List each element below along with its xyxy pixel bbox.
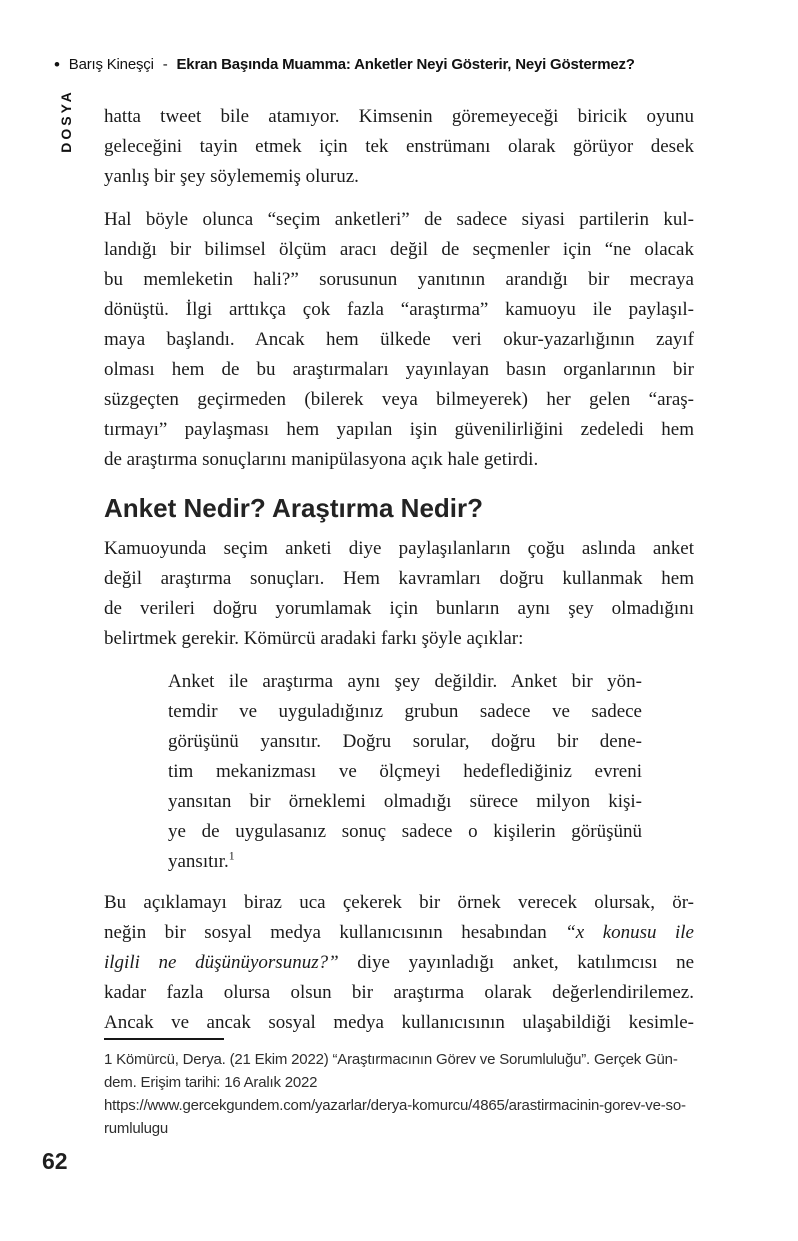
header-separator: - bbox=[162, 56, 168, 73]
text-segment: Anket ile araştırma aynı şey değildir. Anket bir yön- bbox=[168, 671, 642, 692]
footnote-line: rumlulugu bbox=[104, 1120, 169, 1137]
footnote-block bbox=[104, 1038, 698, 1140]
chapter-title: Ekran Başında Muamma: Anketler Neyi Gösterir, Neyi Göstermez? bbox=[176, 56, 635, 73]
footnote-line: dem. Erişim tarihi: 16 Aralık 2022 bbox=[104, 1074, 318, 1091]
text-line bbox=[168, 847, 642, 877]
author-name: Barış Kineşçi bbox=[68, 56, 154, 73]
text-segment: yansıtan bir örneklemi olmadığı sürece milyon kişi- bbox=[168, 791, 642, 812]
text-segment: süzgeçten geçirmeden (bilerek veya bilmeyerek) her gelen “araş- bbox=[104, 389, 694, 410]
text-line bbox=[104, 415, 694, 445]
text-segment: ilgili ne düşünüyorsunuz?” bbox=[104, 952, 339, 973]
text-segment: Ancak ve ancak sosyal medya kullanıcısının ulaşabildiği kesimle- bbox=[104, 1012, 694, 1033]
text-line bbox=[104, 564, 694, 594]
text-line bbox=[104, 594, 694, 624]
page-number: 62 bbox=[42, 1148, 68, 1174]
text-line bbox=[168, 697, 642, 727]
text-segment: neğin bir sosyal medya kullanıcısının hesabından bbox=[104, 922, 566, 943]
text-segment: olması hem de bu araştırmaları yayınlayan basın organlarının bir bbox=[104, 359, 694, 380]
paragraph bbox=[104, 102, 694, 192]
section-edge-label: DOSYA bbox=[58, 89, 74, 153]
paragraph bbox=[104, 534, 694, 654]
text-line bbox=[168, 787, 642, 817]
section-heading: Anket Nedir? Araştırma Nedir? bbox=[104, 493, 484, 523]
text-line bbox=[104, 918, 694, 948]
text-segment: landığı bir bilimsel ölçüm aracı değil de seçmenler için “ne olacak bbox=[104, 239, 694, 260]
text-segment: dönüştü. İlgi arttıkça çok fazla “araştırma” kamuoyu ile paylaşıl- bbox=[104, 299, 694, 320]
text-segment: Hal böyle olunca “seçim anketleri” de sadece siyasi partilerin kul- bbox=[104, 209, 694, 230]
text-line bbox=[104, 205, 694, 235]
bullet-icon: • bbox=[54, 55, 60, 74]
text-line bbox=[104, 948, 694, 978]
text-line bbox=[104, 624, 694, 654]
text-segment: Kamuoyunda seçim anketi diye paylaşılanların çoğu aslında anket bbox=[104, 538, 694, 559]
text-segment: ye de uygulasanız sonuç sadece o kişilerin görüşünü bbox=[168, 821, 642, 842]
text-segment: yansıtır. bbox=[168, 851, 229, 872]
running-header bbox=[54, 56, 764, 73]
text-segment: “x konusu ile bbox=[565, 922, 694, 943]
footnote-line: https://www.gercekgundem.com/yazarlar/derya-komurcu/4865/arastirmacinin-gorev-ve-so- bbox=[104, 1097, 686, 1114]
text-segment: yanlış bir şey söylememiş oluruz. bbox=[104, 166, 359, 187]
text-line bbox=[104, 888, 694, 918]
text-line bbox=[104, 235, 694, 265]
text-line bbox=[168, 757, 642, 787]
text-line bbox=[104, 325, 694, 355]
article-body bbox=[104, 102, 694, 1051]
text-segment: temdir ve uyguladığınız grubun sadece ve sadece bbox=[168, 701, 642, 722]
text-line bbox=[104, 102, 694, 132]
text-segment: değil araştırma sonuçları. Hem kavramları doğru kullanmak hem bbox=[104, 568, 694, 589]
text-line bbox=[104, 295, 694, 325]
text-segment: diye yayınladığı anket, katılımcısı ne bbox=[338, 952, 695, 973]
text-segment: geleceğini tayin etmek için tek enstrümanı olarak görüyor desek bbox=[104, 136, 694, 157]
footnote-reference: 1 bbox=[228, 849, 235, 863]
text-line bbox=[104, 385, 694, 415]
text-line bbox=[104, 978, 694, 1008]
text-line bbox=[104, 1008, 694, 1038]
text-line bbox=[104, 445, 694, 475]
text-segment: belirtmek gerekir. Kömürcü aradaki farkı şöyle açıklar: bbox=[104, 628, 524, 649]
blockquote bbox=[168, 667, 642, 877]
text-line bbox=[104, 355, 694, 385]
footnote-separator bbox=[104, 1038, 224, 1040]
paragraph bbox=[104, 205, 694, 475]
text-segment: tim mekanizması ve ölçmeyi hedeflediğiniz evreni bbox=[168, 761, 642, 782]
text-line bbox=[104, 132, 694, 162]
footnote bbox=[104, 1048, 698, 1140]
text-line bbox=[104, 162, 694, 192]
text-line bbox=[168, 817, 642, 847]
text-segment: de araştırma sonuçlarını manipülasyona açık hale getirdi. bbox=[104, 449, 539, 470]
text-segment: maya başlandı. Ancak hem ülkede veri okur-yazarlığının zayıf bbox=[104, 329, 694, 350]
text-line bbox=[104, 265, 694, 295]
text-segment: görüşünü yansıtır. Doğru sorular, doğru bir dene- bbox=[168, 731, 642, 752]
text-segment: hatta tweet bile atamıyor. Kimsenin göremeyeceği biricik oyunu bbox=[104, 106, 694, 127]
text-segment: tırmayı” paylaşması hem yapılan işin güvenilirliğini zedeledi hem bbox=[104, 419, 694, 440]
text-line bbox=[168, 727, 642, 757]
paragraph bbox=[104, 888, 694, 1038]
text-segment: de verileri doğru yorumlamak için bunların aynı şey olmadığını bbox=[104, 598, 694, 619]
text-line bbox=[104, 534, 694, 564]
footnote-line: 1 Kömürcü, Derya. (21 Ekim 2022) “Araştırmacının Görev ve Sorumluluğu”. Gerçek Gün- bbox=[104, 1051, 678, 1068]
text-segment: Bu açıklamayı biraz uca çekerek bir örnek verecek olursak, ör- bbox=[104, 892, 694, 913]
text-segment: bu memleketin hali?” sorusunun yanıtının arandığı bir mecraya bbox=[104, 269, 694, 290]
text-segment: kadar fazla olursa olsun bir araştırma olarak değerlendirilemez. bbox=[104, 982, 694, 1003]
text-line bbox=[168, 667, 642, 697]
